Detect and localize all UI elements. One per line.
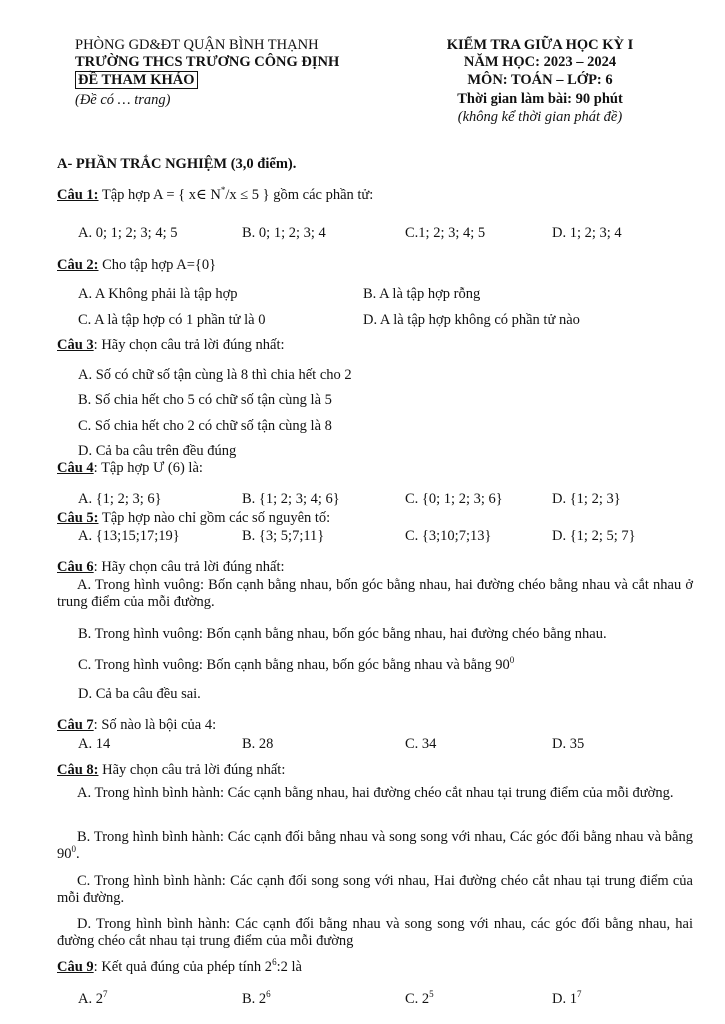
question-2: Câu 2: Cho tập hợp A={0} [57,257,217,273]
q3-option-c: C. Số chia hết cho 2 có chữ số tận cùng là 8 [78,418,332,434]
q4-option-c: C. {0; 1; 2; 3; 6} [405,491,503,507]
q2-option-b: B. A là tập hợp rỗng [363,286,481,302]
question-6: Câu 6: Hãy chọn câu trả lời đúng nhất: [57,559,285,575]
question-label: Câu 4 [57,460,94,476]
section-a-title: A- PHẦN TRẮC NGHIỆM (3,0 điểm). [57,156,297,172]
question-label: Câu 9 [57,959,94,975]
q8-option-d: D. Trong hình bình hành: Các cạnh đối bằng nhau và song song với nhau, các góc đối bằng nhau, hai đường chéo cắt nhau tại trung điểm của mỗi đường [57,916,693,950]
question-label: Câu 1: [57,187,99,203]
q7-option-a: A. 14 [78,736,111,752]
q1-option-c: C.1; 2; 3; 4; 5 [405,225,486,241]
question-8: Câu 8: Hãy chọn câu trả lời đúng nhất: [57,762,286,778]
q9-option-c: C. $2^5$ [405,989,434,1007]
q2-option-a: A. A Không phải là tập hợp [78,286,238,302]
q1-option-b: B. 0; 1; 2; 3; 4 [242,225,326,241]
q5-option-b: B. {3; 5;7;11} [242,528,325,544]
q5-option-d: D. {1; 2; 5; 7} [552,528,636,544]
question-7: Câu 7: Số nào là bội của 4: [57,717,217,733]
q8-option-b: B. Trong hình bình hành: Các cạnh đối bằng nhau và song song với nhau, Các góc đối bằng nhau và bằng $90^0$. [57,829,693,863]
q7-option-d: D. 35 [552,736,585,752]
q1-option-d: D. 1; 2; 3; 4 [552,225,622,241]
q3-option-d: D. Cả ba câu trên đều đúng [78,443,237,459]
question-3: Câu 3: Hãy chọn câu trả lời đúng nhất: [57,337,285,353]
doc-type-box [75,72,198,89]
question-label: Câu 2: [57,257,99,273]
q2-option-c: C. A là tập hợp có 1 phần tử là 0 [78,312,266,328]
doc-type-label: ĐỀ THAM KHẢO [75,71,198,89]
question-label: Câu 6 [57,559,94,575]
q5-option-c: C. {3;10;7;13} [405,528,492,544]
q5-option-a: A. {13;15;17;19} [78,528,180,544]
q8-option-c: C. Trong hình bình hành: Các cạnh đối song song với nhau, Hai đường chéo cắt nhau tại trung điểm của mỗi đường. [57,873,693,907]
q8-option-a: A. Trong hình bình hành: Các cạnh bằng nhau, hai đường chéo cắt nhau tại trung điểm của mỗi đường. [77,785,674,801]
duration: Thời gian làm bài: 90 phút [457,91,623,107]
question-5: Câu 5: Tập hợp nào chỉ gồm các số nguyên tố: [57,510,331,526]
school-year: NĂM HỌC: 2023 – 2024 [463,54,617,70]
question-label: Câu 3 [57,337,94,353]
q7-option-c: C. 34 [405,736,437,752]
question-9: Câu 9: Kết quả đúng của phép tính $2^6:2$ là [57,957,302,975]
department-name: PHÒNG GD&ĐT QUẬN BÌNH THẠNH [75,37,319,53]
q3-option-b: B. Số chia hết cho 5 có chữ số tận cùng là 5 [78,392,332,408]
q9-option-a: A. $2^7$ [78,989,108,1007]
q1-option-a: A. 0; 1; 2; 3; 4; 5 [78,225,178,241]
q6-option-d: D. Cả ba câu đều sai. [78,686,201,702]
q4-option-b: B. {1; 2; 3; 4; 6} [242,491,340,507]
question-label: Câu 7 [57,717,94,733]
question-1: Câu 1: Tập hợp A = { x∈ N*/x ≤ 5 } gồm các phần tử: [57,185,374,203]
q4-option-d: D. {1; 2; 3} [552,491,621,507]
q4-option-a: A. {1; 2; 3; 6} [78,491,162,507]
q9-option-b: B. $2^6$ [242,989,271,1007]
pages-note: (Đề có … trang) [75,92,171,108]
question-label: Câu 8: [57,762,99,778]
q7-option-b: B. 28 [242,736,274,752]
q6-option-c: C. Trong hình vuông: Bốn cạnh bằng nhau, bốn góc bằng nhau và bằng $90^0$ [78,655,515,673]
exam-title: KIỂM TRA GIỮA HỌC KỲ I [446,37,634,53]
q6-option-a: A. Trong hình vuông: Bốn cạnh bằng nhau, bốn góc bằng nhau, hai đường chéo bằng nhau và cắt nhau ở trung điểm của mỗi đường. [57,577,693,611]
q3-option-a: A. Số có chữ số tận cùng là 8 thì chia hết cho 2 [78,367,352,383]
subject: MÔN: TOÁN – LỚP: 6 [467,72,613,88]
q9-option-d: D. $1^7$ [552,989,582,1007]
question-label: Câu 5: [57,510,99,526]
question-4: Câu 4: Tập hợp Ư (6) là: [57,460,203,476]
q6-option-b: B. Trong hình vuông: Bốn cạnh bằng nhau, bốn góc bằng nhau, hai đường chéo bằng nhau. [78,626,607,642]
school-name: TRƯỜNG THCS TRƯƠNG CÔNG ĐỊNH [75,54,340,70]
duration-note: (không kể thời gian phát đề) [457,109,623,125]
q2-option-d: D. A là tập hợp không có phần tử nào [363,312,580,328]
